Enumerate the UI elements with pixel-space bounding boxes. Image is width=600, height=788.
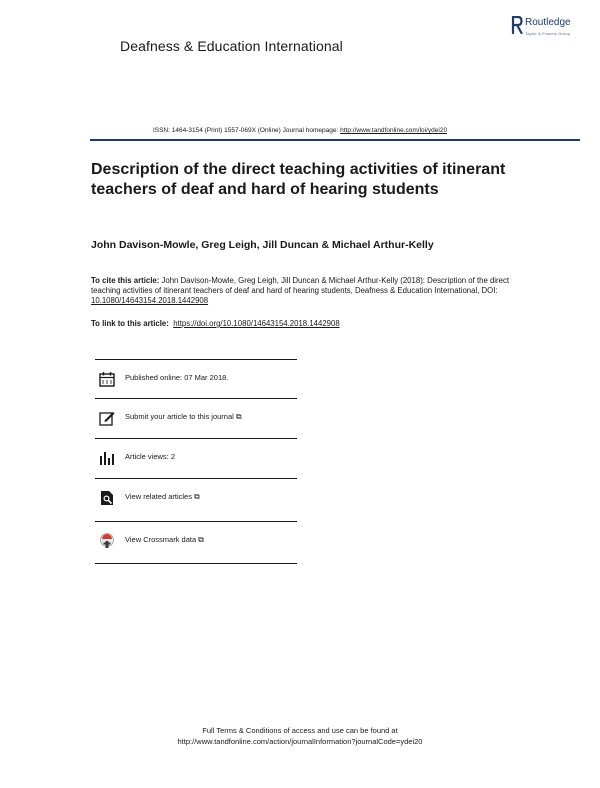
journal-title: Deafness & Education International	[120, 38, 343, 54]
divider	[95, 521, 297, 522]
divider	[95, 438, 297, 439]
related-articles-row[interactable]	[95, 480, 297, 516]
publisher-logo	[511, 14, 591, 44]
submit-article-label: Submit your article to this journal	[125, 412, 234, 421]
submit-article-row[interactable]	[95, 400, 297, 436]
footer-journal-info-link[interactable]: http://www.tandfonline.com/action/journalInformation?journalCode=ydei20	[177, 737, 423, 746]
divider	[95, 359, 297, 360]
related-articles-label: View related articles	[125, 492, 192, 501]
crossmark-row[interactable]	[95, 523, 297, 559]
calendar-icon	[99, 371, 115, 387]
article-authors: John Davison-Mowle, Greg Leigh, Jill Duncan & Michael Arthur-Kelly	[91, 239, 434, 251]
routledge-logo-icon	[511, 16, 523, 34]
external-link-icon: ⧉	[235, 412, 242, 421]
issn-line	[0, 127, 600, 134]
citation-block	[91, 276, 511, 307]
citation-text: John Davison-Mowle, Greg Leigh, Jill Duncan & Michael Arthur-Kelly (2018): Description of the direct teaching activities of itinerant teachers of deaf and hard of hearing students, Deafness & Education International, DOI:	[91, 276, 510, 296]
article-views-text: Article views: 2	[125, 452, 176, 461]
citation-doi-link[interactable]: 10.1080/14643154.2018.1442908	[91, 296, 209, 306]
crossmark-label: View Crossmark data	[125, 535, 197, 544]
bar-chart-icon	[99, 450, 115, 466]
issn-text: ISSN: 1464-3154 (Print) 1557-069X (Online) Journal homepage:	[152, 127, 341, 134]
publisher-tagline: Taylor & Francis Group	[525, 31, 571, 36]
divider	[95, 398, 297, 399]
crossmark-icon	[99, 533, 115, 549]
submit-article-link[interactable]	[125, 412, 242, 422]
external-link-icon: ⧉	[198, 535, 204, 544]
article-views-row	[95, 440, 297, 476]
published-online-row	[95, 361, 297, 397]
article-link-block	[91, 319, 340, 328]
footer	[0, 725, 600, 747]
search-document-icon	[99, 490, 115, 506]
article-doi-url[interactable]: https://doi.org/10.1080/14643154.2018.1442908	[173, 319, 340, 328]
publisher-name: Routledge	[525, 17, 571, 28]
divider	[95, 478, 297, 479]
external-link-icon: ⧉	[193, 492, 200, 501]
header-rule	[90, 139, 580, 141]
article-title: Description of the direct teaching activities of itinerant teachers of deaf and hard of hearing students	[91, 161, 506, 198]
citation-label: To cite this article:	[91, 276, 160, 285]
article-link-label: To link to this article:	[91, 319, 169, 328]
divider	[95, 563, 297, 564]
edit-icon	[99, 410, 115, 426]
footer-terms-text: Full Terms & Conditions of access and use can be found at	[202, 726, 398, 735]
journal-homepage-link[interactable]: http://www.tandfonline.com/loi/ydei20	[340, 127, 448, 134]
crossmark-link[interactable]	[125, 535, 204, 545]
related-articles-link[interactable]	[125, 492, 200, 502]
published-online-text: Published online: 07 Mar 2018.	[125, 373, 229, 382]
